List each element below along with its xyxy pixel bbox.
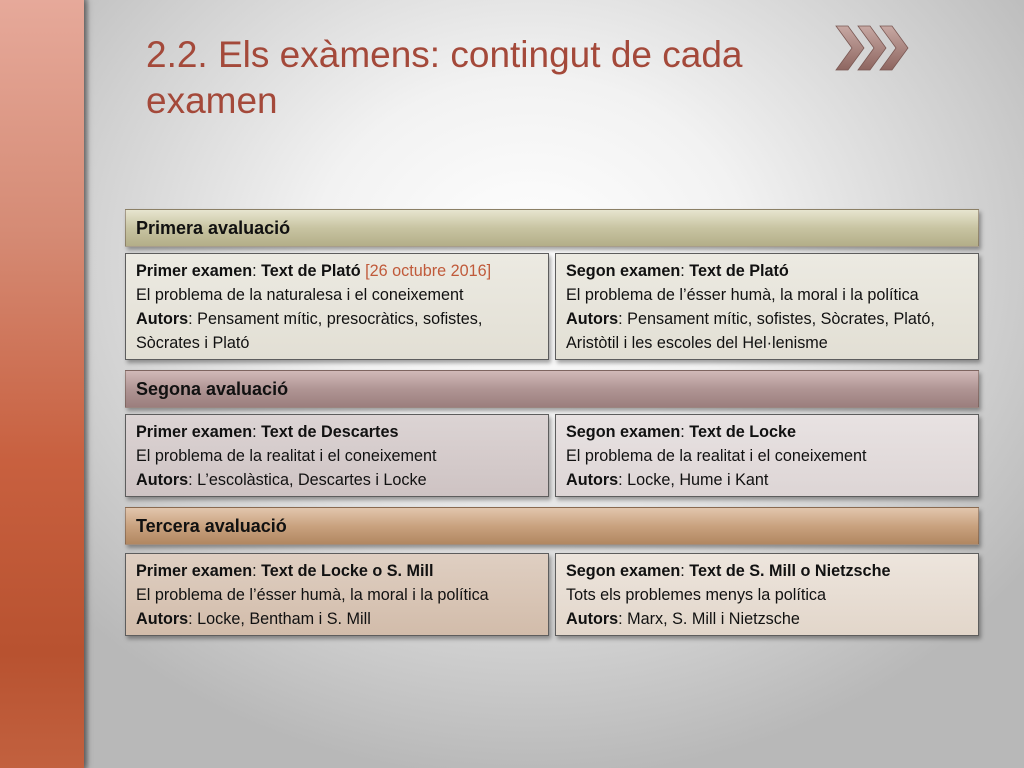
exam-text-title: Text de S. Mill o Nietzsche [689,562,891,580]
section-header-primera-avaluacio: Primera avaluació [125,209,979,247]
separator: : [188,471,193,489]
separator: : [680,262,685,280]
separator: : [618,310,623,328]
exam-topic: El problema de l’ésser humà, la moral i la política [566,286,919,304]
authors-label: Autors [566,610,619,628]
exam-text-title: Text de Plató [689,262,789,280]
exam-card-2-1 [125,414,549,497]
authors-list: Locke, Bentham i S. Mill [197,610,371,628]
exam-text-title: Text de Descartes [261,423,399,441]
exam-card-1-2 [555,253,979,360]
separator: : [188,310,193,328]
separator: : [680,423,685,441]
exam-topic: El problema de l’ésser humà, la moral i la política [136,586,489,604]
authors-list: Locke, Hume i Kant [627,471,769,489]
exam-card-3-2 [555,553,979,636]
exam-label: Segon examen [566,262,681,280]
exam-date: [26 octubre 2016] [365,262,492,280]
triple-chevron-right-icon [834,22,914,74]
exam-topic: Tots els problemes menys la política [566,586,827,604]
exam-text-title: Text de Locke [689,423,797,441]
authors-label: Autors [136,310,189,328]
authors-list: Pensament mític, presocràtics, sofistes, Sòcrates i Plató [136,310,483,352]
separator: : [680,562,685,580]
separator: : [618,471,623,489]
exam-label: Primer examen [136,562,253,580]
exam-topic: El problema de la realitat i el coneixement [566,447,867,465]
separator: : [252,423,257,441]
exam-text-title: Text de Plató [261,262,361,280]
separator: : [252,262,257,280]
separator: : [252,562,257,580]
section-header-tercera-avaluacio: Tercera avaluació [125,507,979,545]
exam-card-1-1 [125,253,549,360]
authors-list: Pensament mític, sofistes, Sòcrates, Plató, Aristòtil i les escoles del Hel·lenisme [566,310,935,352]
authors-list: Marx, S. Mill i Nietzsche [627,610,800,628]
authors-label: Autors [566,471,619,489]
separator: : [618,610,623,628]
exam-text-title: Text de Locke o S. Mill [261,562,434,580]
slide-title: 2.2. Els exàmens: contingut de cada examen [146,34,743,121]
side-accent-strip [0,0,84,768]
authors-label: Autors [566,310,619,328]
exam-label: Primer examen [136,423,253,441]
exam-topic: El problema de la naturalesa i el coneixement [136,286,464,304]
separator: : [188,610,193,628]
authors-list: L’escolàstica, Descartes i Locke [197,471,427,489]
section-header-segona-avaluacio: Segona avaluació [125,370,979,408]
exam-label: Segon examen [566,562,681,580]
exam-label: Primer examen [136,262,253,280]
authors-label: Autors [136,471,189,489]
exam-card-3-1 [125,553,549,636]
authors-label: Autors [136,610,189,628]
exam-topic: El problema de la realitat i el coneixement [136,447,437,465]
exam-card-2-2 [555,414,979,497]
exam-label: Segon examen [566,423,681,441]
